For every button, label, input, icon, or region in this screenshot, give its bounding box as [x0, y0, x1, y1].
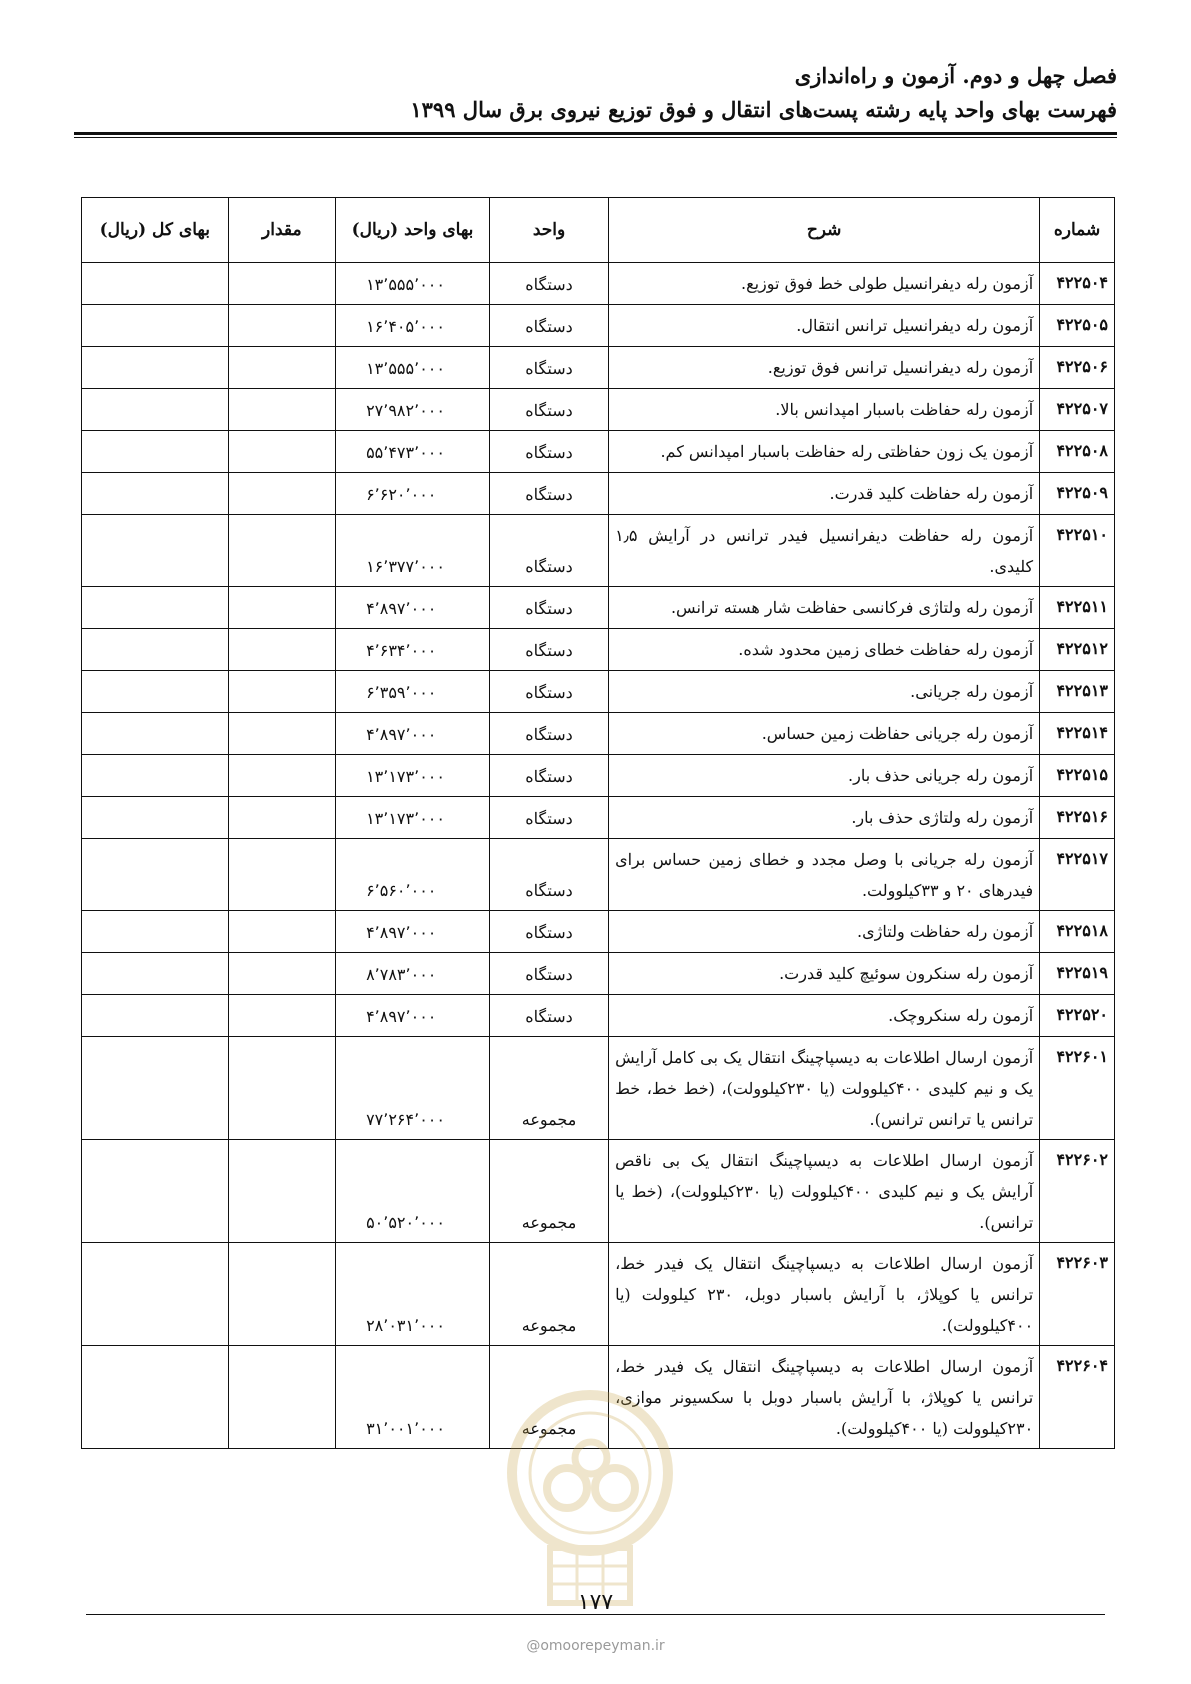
item-description: آزمون ارسال اطلاعات به دیسپاچینگ انتقال یک بی ناقص آرایش یک و نیم کلیدی ۴۰۰کیلوولت (یا ۲۳۰کیلوولت)، (خط یا ترانس).	[609, 1140, 1040, 1243]
item-unit: دستگاه	[489, 389, 608, 431]
item-code: ۴۲۲۵۰۸	[1040, 431, 1115, 473]
item-total	[82, 1037, 229, 1140]
item-description: آزمون رله جریانی حفاظت زمین حساس.	[609, 713, 1040, 755]
item-description: آزمون رله حفاظت خطای زمین محدود شده.	[609, 629, 1040, 671]
item-total	[82, 797, 229, 839]
table-row	[82, 1140, 1115, 1243]
item-unit-price: ۳۱٬۰۰۱٬۰۰۰	[336, 1346, 490, 1449]
item-quantity	[228, 713, 336, 755]
item-unit-price: ۵۵٬۴۷۳٬۰۰۰	[336, 431, 490, 473]
item-code: ۴۲۲۵۰۹	[1040, 473, 1115, 515]
table-body	[82, 263, 1115, 1449]
item-quantity	[228, 629, 336, 671]
item-unit: مجموعه	[489, 1243, 608, 1346]
item-quantity	[228, 347, 336, 389]
item-unit: مجموعه	[489, 1037, 608, 1140]
item-description: آزمون رله جریانی.	[609, 671, 1040, 713]
item-description: آزمون رله حفاظت باسبار امپدانس بالا.	[609, 389, 1040, 431]
site-watermark: @omoorepeyman.ir	[526, 1638, 665, 1654]
table-row	[82, 671, 1115, 713]
item-quantity	[228, 389, 336, 431]
item-unit: مجموعه	[489, 1346, 608, 1449]
item-code: ۴۲۲۵۰۵	[1040, 305, 1115, 347]
item-quantity	[228, 839, 336, 911]
item-description: آزمون ارسال اطلاعات به دیسپاچینگ انتقال یک بی کامل آرایش یک و نیم کلیدی ۴۰۰کیلوولت (یا ۲۳۰کیلوولت)، (خط خط، خط ترانس یا ترانس ترانس).	[609, 1037, 1040, 1140]
table-row	[82, 713, 1115, 755]
item-total	[82, 473, 229, 515]
item-total	[82, 953, 229, 995]
page-header	[71, 60, 1117, 126]
item-quantity	[228, 1346, 336, 1449]
item-description: آزمون رله حفاظت دیفرانسیل فیدر ترانس در آرایش ۱٫۵ کلیدی.	[609, 515, 1040, 587]
table-row	[82, 587, 1115, 629]
item-unit-price: ۱۳٬۱۷۳٬۰۰۰	[336, 755, 490, 797]
table-row	[82, 515, 1115, 587]
item-description: آزمون یک زون حفاظتی رله حفاظت باسبار امپدانس کم.	[609, 431, 1040, 473]
item-description: آزمون رله جریانی حذف بار.	[609, 755, 1040, 797]
item-unit: دستگاه	[489, 473, 608, 515]
item-unit: دستگاه	[489, 911, 608, 953]
item-description: آزمون رله ولتاژی فرکانسی حفاظت شار هسته ترانس.	[609, 587, 1040, 629]
item-code: ۴۲۲۵۱۳	[1040, 671, 1115, 713]
item-unit-price: ۵۰٬۵۲۰٬۰۰۰	[336, 1140, 490, 1243]
table-header-row	[82, 198, 1115, 263]
item-description: آزمون رله دیفرانسیل طولی خط فوق توزیع.	[609, 263, 1040, 305]
item-unit: دستگاه	[489, 431, 608, 473]
item-description: آزمون رله سنکروچک.	[609, 995, 1040, 1037]
item-unit: مجموعه	[489, 1140, 608, 1243]
table-row	[82, 1243, 1115, 1346]
table-row	[82, 755, 1115, 797]
page-number: ۱۷۷	[577, 1590, 614, 1615]
item-quantity	[228, 263, 336, 305]
table-row	[82, 629, 1115, 671]
table-row	[82, 839, 1115, 911]
item-unit: دستگاه	[489, 755, 608, 797]
document-subtitle: فهرست بهای واحد پایه رشته پست‌های انتقال و فوق توزیع نیروی برق سال ۱۳۹۹	[410, 97, 1117, 122]
item-quantity	[228, 305, 336, 347]
header-total: بهای کل (ریال)	[82, 198, 229, 263]
item-code: ۴۲۲۵۱۵	[1040, 755, 1115, 797]
item-code: ۴۲۲۶۰۴	[1040, 1346, 1115, 1449]
item-total	[82, 671, 229, 713]
footer-rule	[86, 1614, 1105, 1615]
item-quantity	[228, 1140, 336, 1243]
table-row	[82, 797, 1115, 839]
item-unit: دستگاه	[489, 587, 608, 629]
item-quantity	[228, 515, 336, 587]
item-unit: دستگاه	[489, 839, 608, 911]
item-code: ۴۲۲۵۲۰	[1040, 995, 1115, 1037]
item-total	[82, 839, 229, 911]
table-row	[82, 911, 1115, 953]
item-total	[82, 629, 229, 671]
item-description: آزمون ارسال اطلاعات به دیسپاچینگ انتقال یک فیدر خط، ترانس یا کوپلاژ، با آرایش باسبار دوبل، ۲۳۰ کیلوولت (یا ۴۰۰کیلوولت).	[609, 1243, 1040, 1346]
chapter-title: فصل چهل و دوم. آزمون و راه‌اندازی	[794, 63, 1117, 88]
item-quantity	[228, 995, 336, 1037]
item-total	[82, 1346, 229, 1449]
item-unit-price: ۲۸٬۰۳۱٬۰۰۰	[336, 1243, 490, 1346]
item-quantity	[228, 473, 336, 515]
item-code: ۴۲۲۵۱۰	[1040, 515, 1115, 587]
item-unit-price: ۱۶٬۴۰۵٬۰۰۰	[336, 305, 490, 347]
item-total	[82, 713, 229, 755]
table-row	[82, 1037, 1115, 1140]
item-unit: دستگاه	[489, 347, 608, 389]
item-quantity	[228, 431, 336, 473]
item-total	[82, 587, 229, 629]
item-total	[82, 1243, 229, 1346]
item-total	[82, 995, 229, 1037]
item-code: ۴۲۲۵۱۱	[1040, 587, 1115, 629]
item-description: آزمون ارسال اطلاعات به دیسپاچینگ انتقال یک فیدر خط، ترانس یا کوپلاژ، با آرایش باسبار دوبل با سکسیونر موازی، ۲۳۰کیلوولت (یا ۴۰۰کیلوولت).	[609, 1346, 1040, 1449]
item-unit-price: ۱۶٬۳۷۷٬۰۰۰	[336, 515, 490, 587]
item-unit: دستگاه	[489, 515, 608, 587]
item-code: ۴۲۲۵۱۴	[1040, 713, 1115, 755]
item-quantity	[228, 671, 336, 713]
item-code: ۴۲۲۶۰۳	[1040, 1243, 1115, 1346]
header-code: شماره	[1040, 198, 1115, 263]
header-description: شرح	[609, 198, 1040, 263]
item-code: ۴۲۲۵۱۸	[1040, 911, 1115, 953]
item-unit-price: ۴٬۸۹۷٬۰۰۰	[336, 995, 490, 1037]
item-total	[82, 755, 229, 797]
item-total	[82, 347, 229, 389]
table-row	[82, 389, 1115, 431]
item-description: آزمون رله حفاظت ولتاژی.	[609, 911, 1040, 953]
item-unit: دستگاه	[489, 629, 608, 671]
item-total	[82, 305, 229, 347]
item-unit: دستگاه	[489, 953, 608, 995]
item-total	[82, 263, 229, 305]
table-row	[82, 473, 1115, 515]
item-unit-price: ۷۷٬۲۶۴٬۰۰۰	[336, 1037, 490, 1140]
item-total	[82, 515, 229, 587]
item-code: ۴۲۲۵۱۷	[1040, 839, 1115, 911]
item-code: ۴۲۲۵۰۶	[1040, 347, 1115, 389]
item-unit-price: ۴٬۸۹۷٬۰۰۰	[336, 713, 490, 755]
item-quantity	[228, 1243, 336, 1346]
item-unit: دستگاه	[489, 263, 608, 305]
item-description: آزمون رله دیفرانسیل ترانس انتقال.	[609, 305, 1040, 347]
table-row	[82, 347, 1115, 389]
item-description: آزمون رله حفاظت کلید قدرت.	[609, 473, 1040, 515]
item-unit-price: ۲۷٬۹۸۲٬۰۰۰	[336, 389, 490, 431]
item-code: ۴۲۲۵۱۶	[1040, 797, 1115, 839]
item-quantity	[228, 797, 336, 839]
item-unit: دستگاه	[489, 713, 608, 755]
item-code: ۴۲۲۵۰۷	[1040, 389, 1115, 431]
item-description: آزمون رله دیفرانسیل ترانس فوق توزیع.	[609, 347, 1040, 389]
item-quantity	[228, 587, 336, 629]
item-unit-price: ۶٬۳۵۹٬۰۰۰	[336, 671, 490, 713]
item-quantity	[228, 911, 336, 953]
price-list-table	[81, 197, 1115, 1449]
publisher-seal-watermark	[505, 1378, 675, 1618]
item-unit: دستگاه	[489, 995, 608, 1037]
table-row	[82, 953, 1115, 995]
item-code: ۴۲۲۵۱۹	[1040, 953, 1115, 995]
item-description: آزمون رله جریانی با وصل مجدد و خطای زمین حساس برای فیدرهای ۲۰ و ۳۳کیلوولت.	[609, 839, 1040, 911]
item-code: ۴۲۲۵۱۲	[1040, 629, 1115, 671]
item-unit: دستگاه	[489, 305, 608, 347]
item-unit-price: ۴٬۸۹۷٬۰۰۰	[336, 587, 490, 629]
item-total	[82, 911, 229, 953]
item-total	[82, 431, 229, 473]
item-unit-price: ۱۳٬۱۷۳٬۰۰۰	[336, 797, 490, 839]
item-unit-price: ۶٬۶۲۰٬۰۰۰	[336, 473, 490, 515]
item-description: آزمون رله ولتاژی حذف بار.	[609, 797, 1040, 839]
table-row	[82, 995, 1115, 1037]
item-code: ۴۲۲۶۰۱	[1040, 1037, 1115, 1140]
header-rule-thick	[74, 132, 1117, 135]
item-total	[82, 1140, 229, 1243]
item-code: ۴۲۲۶۰۲	[1040, 1140, 1115, 1243]
item-unit-price: ۸٬۷۸۳٬۰۰۰	[336, 953, 490, 995]
header-quantity: مقدار	[228, 198, 336, 263]
item-description: آزمون رله سنکرون سوئیچ کلید قدرت.	[609, 953, 1040, 995]
item-unit: دستگاه	[489, 797, 608, 839]
item-unit-price: ۴٬۸۹۷٬۰۰۰	[336, 911, 490, 953]
item-quantity	[228, 755, 336, 797]
table-row	[82, 263, 1115, 305]
header-unit-price: بهای واحد (ریال)	[336, 198, 490, 263]
item-unit-price: ۴٬۶۳۴٬۰۰۰	[336, 629, 490, 671]
item-total	[82, 389, 229, 431]
item-quantity	[228, 953, 336, 995]
item-code: ۴۲۲۵۰۴	[1040, 263, 1115, 305]
header-unit: واحد	[489, 198, 608, 263]
table-row	[82, 305, 1115, 347]
header-rule-thin	[74, 137, 1117, 138]
item-unit-price: ۱۳٬۵۵۵٬۰۰۰	[336, 263, 490, 305]
item-unit-price: ۱۳٬۵۵۵٬۰۰۰	[336, 347, 490, 389]
item-quantity	[228, 1037, 336, 1140]
item-unit: دستگاه	[489, 671, 608, 713]
table-row	[82, 431, 1115, 473]
item-unit-price: ۶٬۵۶۰٬۰۰۰	[336, 839, 490, 911]
